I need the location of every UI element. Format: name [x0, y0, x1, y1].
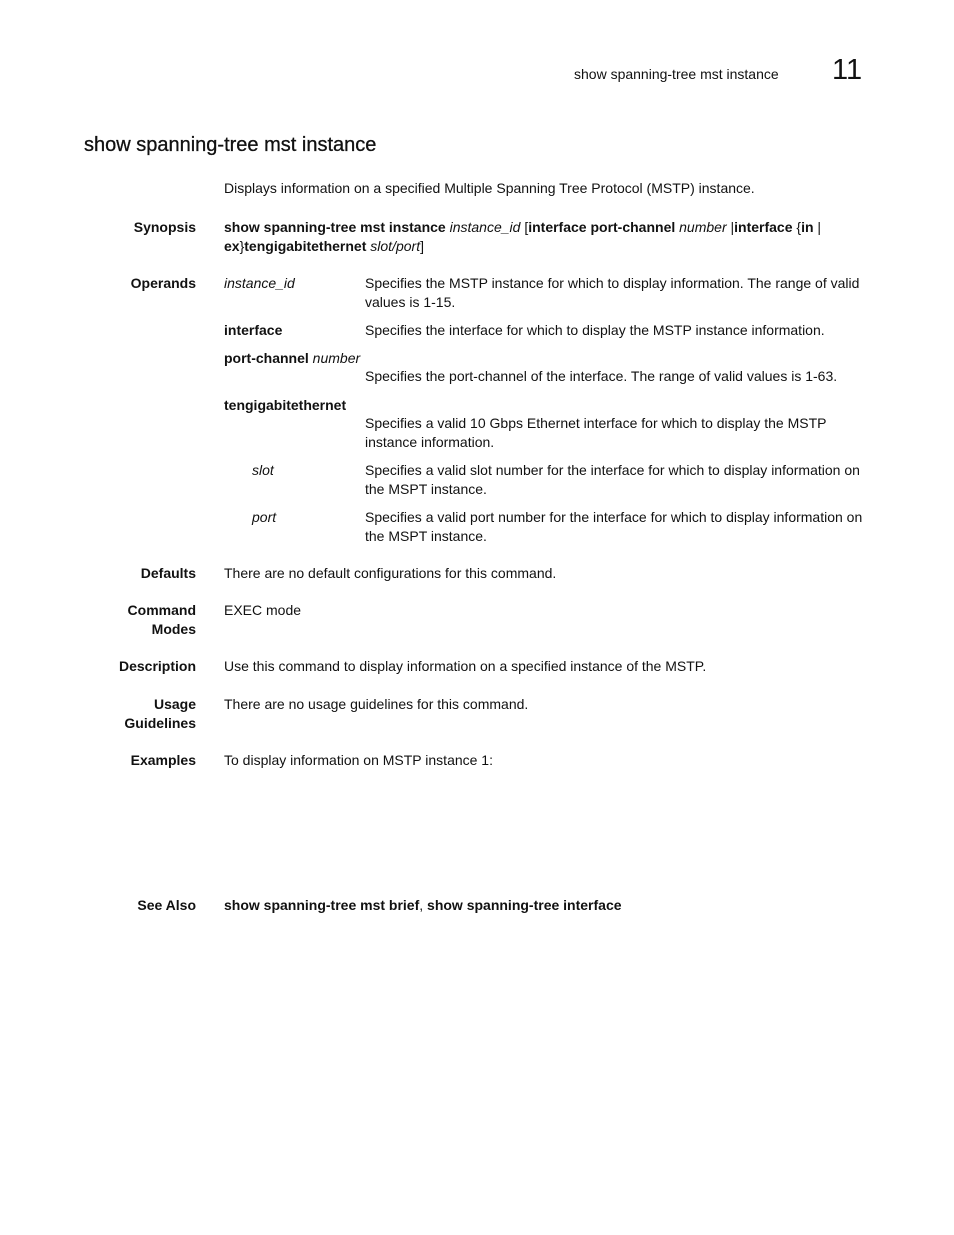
description-label: Description	[118, 658, 196, 674]
usage-label-line2: Guidelines	[124, 715, 196, 731]
chapter-number: 11	[832, 54, 863, 86]
page-title: show spanning-tree mst instance	[84, 134, 377, 156]
operand-term-port-channel-kw: port-channel	[224, 350, 309, 366]
syn-brace-open: {	[796, 219, 802, 235]
see-also-link-interface[interactable]: show spanning-tree interface	[427, 897, 622, 913]
operand-term-port: port	[252, 509, 277, 525]
command-modes-text: EXEC mode	[224, 602, 302, 618]
synopsis-label: Synopsis	[133, 219, 196, 235]
operand-desc-interface: Specifies the interface for which to display the MSTP instance information.	[365, 322, 825, 338]
operand-term-slot: slot	[252, 462, 274, 478]
see-also-separator: ,	[419, 897, 424, 913]
operand-term-tengig: tengigabitethernet	[224, 397, 347, 413]
syn-kw-tengig: tengigabitethernet	[244, 238, 367, 254]
syn-cmd: show spanning-tree mst instance	[224, 219, 446, 235]
running-header-title: show spanning-tree mst instance	[574, 66, 779, 82]
see-also-label: See Also	[137, 897, 196, 913]
operand-term-port-channel	[224, 349, 360, 368]
intro-text: Displays information on a specified Multiple Spanning Tree Protocol (MSTP) instance.	[224, 180, 755, 196]
command-modes-label	[128, 601, 196, 639]
syn-pipe2: |	[817, 219, 822, 235]
see-also-text	[224, 896, 874, 915]
see-also-link-mst-brief[interactable]: show spanning-tree mst brief	[224, 897, 420, 913]
command-modes-label-line1: Command	[127, 602, 196, 618]
synopsis-text	[224, 218, 874, 256]
syn-arg-slotport: slot/port	[370, 238, 421, 254]
syn-bracket-close: ]	[420, 238, 424, 254]
syn-pipe1: |	[730, 219, 735, 235]
operand-desc-instance-id: Specifies the MSTP instance for which to display information. The range of valid values is 1-15.	[365, 275, 860, 310]
usage-label	[124, 695, 196, 733]
command-modes-label-line2: Modes	[151, 621, 196, 637]
syn-brace-close: }	[239, 238, 245, 254]
usage-label-line1: Usage	[153, 696, 196, 712]
examples-text: To display information on MSTP instance 1:	[224, 752, 493, 768]
operand-term-interface: interface	[224, 322, 283, 338]
examples-label: Examples	[130, 752, 196, 768]
syn-kw-ex: ex	[224, 238, 240, 254]
operands-label: Operands	[130, 275, 196, 291]
syn-kw-interface-pc: interface port-channel	[528, 219, 676, 235]
defaults-text: There are no default configurations for this command.	[224, 565, 557, 581]
defaults-label: Defaults	[140, 565, 196, 581]
syn-arg-number: number	[679, 219, 727, 235]
usage-text: There are no usage guidelines for this command.	[224, 696, 529, 712]
operand-desc-port: Specifies a valid port number for the interface for which to display information on the MSPT instance.	[365, 509, 863, 544]
syn-arg-instance: instance_id	[449, 219, 521, 235]
syn-kw-interface: interface	[734, 219, 793, 235]
operand-desc-slot: Specifies a valid slot number for the interface for which to display information on the MSPT instance.	[365, 462, 860, 497]
operand-term-port-channel-arg: number	[312, 350, 361, 366]
description-text: Use this command to display information on a specified instance of the MSTP.	[224, 658, 707, 674]
syn-bracket-open: [	[524, 219, 529, 235]
syn-kw-in: in	[801, 219, 814, 235]
operand-desc-tengig: Specifies a valid 10 Gbps Ethernet interface for which to display the MSTP instance information.	[365, 415, 827, 450]
operand-desc-port-channel: Specifies the port-channel of the interface. The range of valid values is 1-63.	[365, 368, 838, 384]
operand-term-instance-id: instance_id	[224, 275, 295, 291]
